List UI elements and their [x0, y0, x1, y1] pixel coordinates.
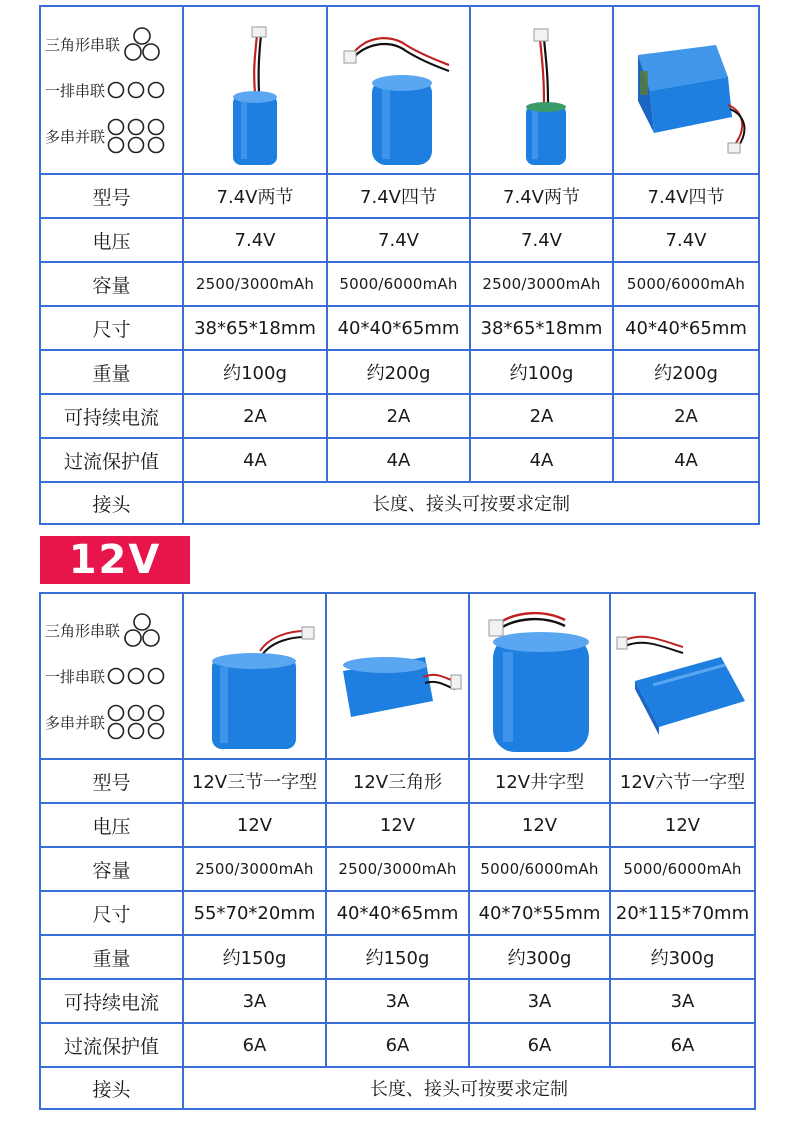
size-cell: 40*40*65mm	[327, 306, 470, 350]
battery-6cell-flat-icon	[613, 601, 753, 751]
row-label-connector: 接头	[40, 1067, 183, 1109]
row-label-current: 可持续电流	[40, 394, 183, 438]
row-label-protection: 过流保护值	[40, 1023, 183, 1067]
voltage-cell: 12V	[183, 803, 326, 847]
legend-row-series: 一排串联	[45, 67, 182, 113]
legend-triangle: 三角形串联	[45, 607, 182, 653]
protection-cell: 4A	[470, 438, 613, 482]
model-cell: 7.4V两节	[183, 174, 327, 218]
protection-cell: 4A	[613, 438, 759, 482]
current-cell: 3A	[469, 979, 610, 1023]
product-image-12v-6cell-line	[610, 593, 755, 759]
row-label-size: 尺寸	[40, 306, 183, 350]
size-cell: 40*70*55mm	[469, 891, 610, 935]
row-circles-icon	[107, 666, 165, 686]
capacity-cell: 2500/3000mAh	[326, 847, 469, 891]
product-image-12v-3cell-line	[183, 593, 326, 759]
triangle-circles-icon	[122, 612, 162, 648]
row-circles-icon	[107, 80, 165, 100]
product-image-12v-triangle	[326, 593, 469, 759]
weight-cell: 约100g	[183, 350, 327, 394]
battery-3cell-line-icon	[190, 601, 320, 751]
model-cell: 12V三角形	[326, 759, 469, 803]
protection-cell: 6A	[469, 1023, 610, 1067]
row-label-capacity: 容量	[40, 262, 183, 306]
row-label-model: 型号	[40, 174, 183, 218]
row-label-voltage: 电压	[40, 218, 183, 262]
weight-cell: 约150g	[326, 935, 469, 979]
current-cell: 3A	[610, 979, 755, 1023]
row-label-current: 可持续电流	[40, 979, 183, 1023]
current-cell: 2A	[183, 394, 327, 438]
row-label-model: 型号	[40, 759, 183, 803]
current-cell: 3A	[183, 979, 326, 1023]
legend-parallel: 多串并联	[45, 699, 182, 745]
weight-cell: 约200g	[327, 350, 470, 394]
legend-row-series: 一排串联	[45, 653, 182, 699]
capacity-cell: 5000/6000mAh	[327, 262, 470, 306]
model-cell: 7.4V两节	[470, 174, 613, 218]
series-legend	[40, 6, 183, 174]
current-cell: 2A	[470, 394, 613, 438]
spec-table-12v	[39, 592, 756, 1110]
voltage-cell: 12V	[610, 803, 755, 847]
legend-triangle: 三角形串联	[45, 21, 182, 67]
section-badge-12v	[40, 536, 190, 584]
model-cell: 12V三节一字型	[183, 759, 326, 803]
current-cell: 2A	[613, 394, 759, 438]
protection-cell: 4A	[183, 438, 327, 482]
voltage-cell: 7.4V	[613, 218, 759, 262]
model-cell: 12V井字型	[469, 759, 610, 803]
capacity-cell: 2500/3000mAh	[183, 847, 326, 891]
voltage-cell: 12V	[326, 803, 469, 847]
size-cell: 40*40*65mm	[326, 891, 469, 935]
grid-circles-icon	[107, 703, 165, 741]
voltage-cell: 12V	[469, 803, 610, 847]
grid-circles-icon	[107, 117, 165, 155]
voltage-cell: 7.4V	[183, 218, 327, 262]
row-label-protection: 过流保护值	[40, 438, 183, 482]
battery-4cell-upright-icon	[334, 15, 464, 165]
product-image-7v4-4cell-a	[327, 6, 470, 174]
size-cell: 20*115*70mm	[610, 891, 755, 935]
row-label-weight: 重量	[40, 350, 183, 394]
capacity-cell: 5000/6000mAh	[469, 847, 610, 891]
model-cell: 7.4V四节	[613, 174, 759, 218]
row-label-size: 尺寸	[40, 891, 183, 935]
triangle-circles-icon	[122, 26, 162, 62]
capacity-cell: 5000/6000mAh	[613, 262, 759, 306]
battery-4cell-flat-icon	[616, 15, 756, 165]
weight-cell: 约150g	[183, 935, 326, 979]
row-label-voltage: 电压	[40, 803, 183, 847]
size-cell: 40*40*65mm	[613, 306, 759, 350]
weight-cell: 约300g	[469, 935, 610, 979]
protection-cell: 6A	[326, 1023, 469, 1067]
battery-2cell-upright-icon	[195, 15, 315, 165]
model-cell: 12V六节一字型	[610, 759, 755, 803]
spec-table-7v4	[39, 5, 760, 525]
capacity-cell: 5000/6000mAh	[610, 847, 755, 891]
capacity-cell: 2500/3000mAh	[183, 262, 327, 306]
row-label-weight: 重量	[40, 935, 183, 979]
connector-note: 长度、接头可按要求定制	[183, 482, 759, 524]
weight-cell: 约300g	[610, 935, 755, 979]
current-cell: 3A	[326, 979, 469, 1023]
product-image-12v-grid	[469, 593, 610, 759]
protection-cell: 6A	[183, 1023, 326, 1067]
weight-cell: 约100g	[470, 350, 613, 394]
current-cell: 2A	[327, 394, 470, 438]
voltage-cell: 7.4V	[470, 218, 613, 262]
connector-note: 长度、接头可按要求定制	[183, 1067, 755, 1109]
protection-cell: 4A	[327, 438, 470, 482]
model-cell: 7.4V四节	[327, 174, 470, 218]
product-image-7v4-2cell-b	[470, 6, 613, 174]
battery-grid-pack-icon	[475, 596, 605, 756]
section-badge-label: 12V	[68, 537, 162, 583]
battery-2cell-upright-b-icon	[482, 15, 602, 165]
size-cell: 55*70*20mm	[183, 891, 326, 935]
product-image-7v4-2cell-a	[183, 6, 327, 174]
row-label-connector: 接头	[40, 482, 183, 524]
legend-parallel: 多串并联	[45, 113, 182, 159]
voltage-cell: 7.4V	[327, 218, 470, 262]
weight-cell: 约200g	[613, 350, 759, 394]
protection-cell: 6A	[610, 1023, 755, 1067]
capacity-cell: 2500/3000mAh	[470, 262, 613, 306]
battery-triangle-pack-icon	[333, 601, 463, 751]
size-cell: 38*65*18mm	[470, 306, 613, 350]
product-image-7v4-4cell-b	[613, 6, 759, 174]
row-label-capacity: 容量	[40, 847, 183, 891]
size-cell: 38*65*18mm	[183, 306, 327, 350]
series-legend	[40, 593, 183, 759]
